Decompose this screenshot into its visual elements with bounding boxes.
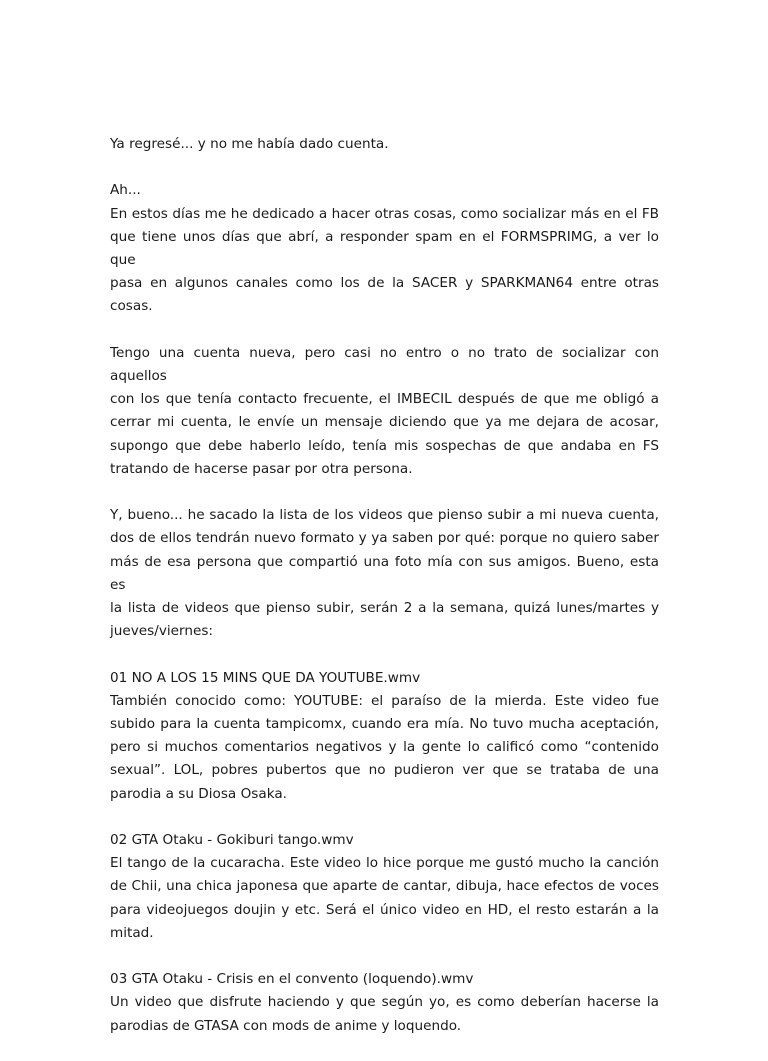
text-line: parodia a su Diosa Osaka. — [110, 785, 287, 802]
text-line: más de esa persona que compartió una foto mía con sus amigos. Bueno, esta es — [110, 553, 659, 593]
document-page — [110, 133, 659, 1061]
text-line: Un video que disfrute haciendo y que según yo, es como deberían hacerse la — [110, 994, 659, 1011]
paragraph-activities — [110, 179, 659, 318]
video-title: 01 NO A LOS 15 MINS QUE DA YOUTUBE.wmv — [110, 669, 421, 686]
text-line: pero si muchos comentarios negativos y la gente lo calificó como “contenido — [110, 739, 659, 756]
text-line: Tengo una cuenta nueva, pero casi no entro o no trato de socializar con aquellos — [110, 344, 659, 384]
text-line: El tango de la cucaracha. Este video lo hice porque me gustó mucho la canción — [110, 855, 659, 872]
text-line: También conocido como: YOUTUBE: el paraíso de la mierda. Este video fue — [110, 692, 659, 709]
text-line: jueves/viernes: — [110, 623, 214, 640]
text-line: con los que tenía contacto frecuente, el IMBECIL después de que me obligó a — [110, 391, 659, 408]
text-line: Y, bueno... he sacado la lista de los videos que pienso subir a mi nueva cuenta, — [110, 507, 659, 524]
paragraph-new-account — [110, 342, 659, 481]
text-line: tratando de hacerse pasar por otra persona. — [110, 460, 413, 477]
text-line: cerrar mi cuenta, le envíe un mensaje diciendo que ya me dejara de acosar, — [110, 414, 659, 431]
text-line: dos de ellos tendrán nuevo formato y ya saben por qué: porque no quiero saber — [110, 530, 659, 547]
video-title: 03 GTA Otaku - Crisis en el convento (loquendo).wmv — [110, 971, 474, 988]
text-line: supongo que debe haberlo leído, tenía mis sospechas de que andaba en FS — [110, 437, 659, 454]
text-line: pasa en algunos canales como los de la SACER y SPARKMAN64 entre otras — [110, 275, 659, 292]
text-line: Ya regresé... y no me había dado cuenta. — [110, 136, 389, 152]
text-line: mitad. — [110, 924, 154, 941]
text-line: para videojuegos doujin y etc. Será el único video en HD, el resto estarán a la — [110, 901, 659, 918]
text-line: subido para la cuenta tampicomx, cuando era mía. No tuvo mucha aceptación, — [110, 716, 659, 733]
text-line: En estos días me he dedicado a hacer otras cosas, como socializar más en el FB — [110, 205, 659, 222]
text-line: parodias de GTASA con mods de anime y loquendo. — [110, 1017, 462, 1034]
text-line: la lista de videos que pienso subir, serán 2 a la semana, quizá lunes/martes y — [110, 600, 659, 617]
text-line: que tiene unos días que abrí, a responder spam en el FORMSPRIMG, a ver lo que — [110, 228, 659, 268]
video-title: 02 GTA Otaku - Gokiburi tango.wmv — [110, 832, 354, 849]
paragraph-video-list-intro — [110, 504, 659, 643]
text-line: Ah... — [110, 182, 141, 199]
video-entry-02 — [110, 829, 659, 945]
text-line: de Chii, una chica japonesa que aparte de cantar, dibuja, hace efectos de voces — [110, 878, 659, 895]
text-line: cosas. — [110, 298, 153, 315]
text-line: sexual”. LOL, pobres pubertos que no pudieron ver que se trataba de una — [110, 762, 659, 779]
paragraph-intro — [110, 133, 659, 156]
video-entry-01 — [110, 667, 659, 806]
video-entry-03 — [110, 968, 659, 1038]
